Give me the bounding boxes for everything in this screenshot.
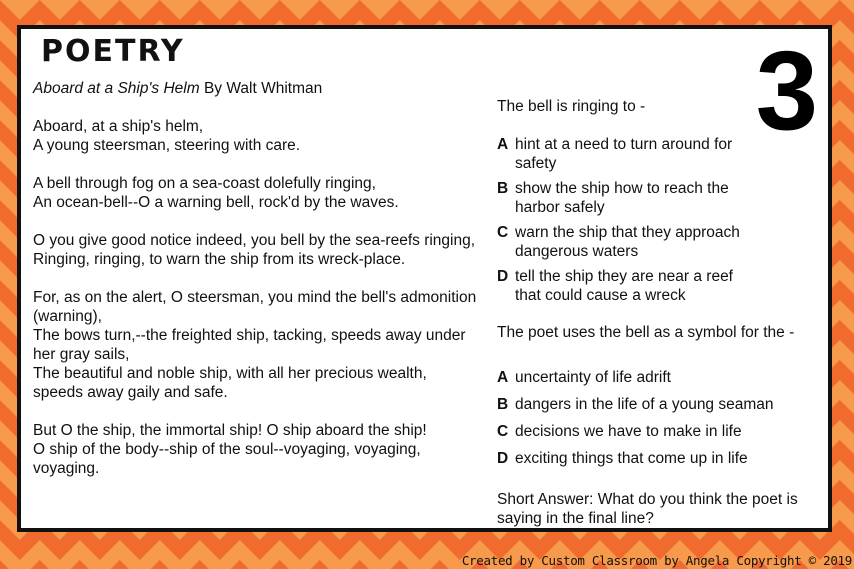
option-letter: D	[497, 450, 509, 467]
option-letter: A	[497, 369, 509, 386]
poem-line: A young steersman, steering with care.	[33, 137, 301, 154]
option-text: decisions we have to make in life	[515, 423, 742, 440]
option-text: hint at a need to turn around for safety	[515, 136, 733, 172]
poem-section	[33, 79, 481, 497]
option-letter: D	[497, 268, 509, 285]
poem-line: The bows turn,--the freighted ship, tacking, speeds away under her gray sails,	[33, 327, 466, 363]
poem-line: Ringing, ringing, to warn the ship from its wreck-place.	[33, 251, 406, 268]
question-2-options	[497, 368, 832, 468]
poem-line: A bell through fog on a sea-coast dolefully ringing,	[33, 175, 376, 192]
poem-line: The beautiful and noble ship, with all her precious wealth, speeds away gaily and safe.	[33, 365, 427, 401]
question-1-option-b	[497, 179, 832, 217]
question-1-option-d	[497, 267, 832, 305]
poem-line: But O the ship, the immortal ship! O ship aboard the ship!	[33, 422, 427, 439]
question-2	[497, 323, 832, 468]
question-1-option-a	[497, 135, 832, 173]
poem-stanza-3	[33, 231, 481, 269]
option-letter: C	[497, 224, 509, 241]
poem-line: O you give good notice indeed, you bell by the sea-reefs ringing,	[33, 232, 476, 249]
poem-title: Aboard at a Ship's Helm	[33, 80, 200, 97]
question-2-option-c	[497, 422, 832, 441]
option-text: uncertainty of life adrift	[515, 369, 671, 386]
poem-line: An ocean-bell--O a warning bell, rock'd by the waves.	[33, 194, 399, 211]
task-card	[17, 25, 832, 532]
poem-byline	[33, 79, 481, 98]
poem-stanza-2	[33, 174, 481, 212]
option-text: dangers in the life of a young seaman	[515, 396, 774, 413]
poem-stanza-1	[33, 117, 481, 155]
question-2-option-b	[497, 395, 832, 414]
poem-line: Aboard, at a ship's helm,	[33, 118, 204, 135]
page-title: POETRY	[41, 34, 185, 69]
question-1-prompt: The bell is ringing to -	[497, 98, 646, 115]
option-text: warn the ship that they approach dangerous waters	[515, 224, 740, 260]
option-text: show the ship how to reach the harbor safely	[515, 180, 729, 216]
option-letter: B	[497, 180, 509, 197]
questions-section	[497, 97, 832, 528]
card-number: 3	[755, 28, 818, 153]
copyright-credit: Created by Custom Classroom by Angela Copyright © 2019	[461, 553, 852, 568]
question-2-option-a	[497, 368, 832, 387]
option-text: exciting things that come up in life	[515, 450, 748, 467]
poem-line: O ship of the body--ship of the soul--voyaging, voyaging, voyaging.	[33, 441, 421, 477]
short-answer-prompt: Short Answer: What do you think the poet is saying in the final line?	[497, 491, 798, 527]
question-2-prompt: The poet uses the bell as a symbol for the -	[497, 324, 795, 341]
option-letter: B	[497, 396, 509, 413]
question-1-option-c	[497, 223, 832, 261]
question-2-option-d	[497, 449, 832, 468]
option-letter: A	[497, 136, 509, 153]
option-letter: C	[497, 423, 509, 440]
question-1-options	[497, 135, 832, 305]
poem-stanza-5	[33, 421, 481, 478]
poem-author: By Walt Whitman	[203, 80, 323, 97]
poem-line: For, as on the alert, O steersman, you mind the bell's admonition (warning),	[33, 289, 477, 325]
option-text: tell the ship they are near a reef that could cause a wreck	[515, 268, 733, 304]
poem-stanza-4	[33, 288, 481, 402]
